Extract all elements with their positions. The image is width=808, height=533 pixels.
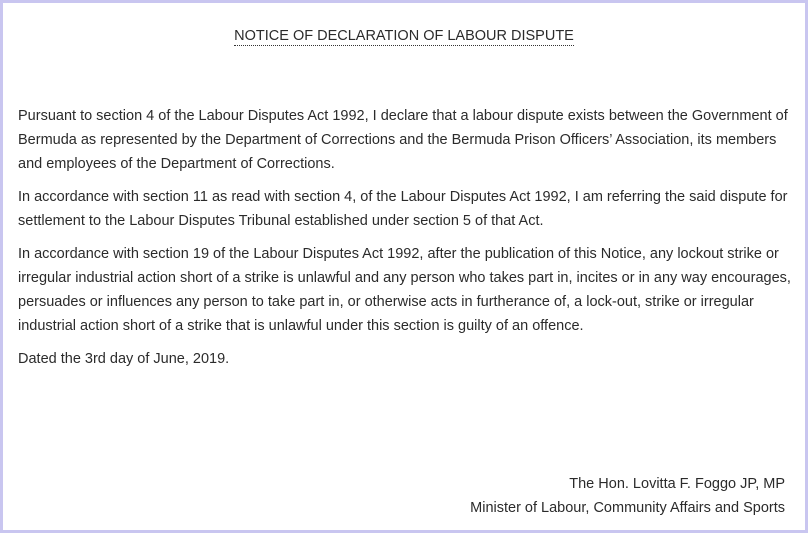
signature-block (470, 472, 785, 520)
paragraph-referral: In accordance with section 11 as read with section 4, of the Labour Disputes Act 1992, I am referring the said dispute for settlement to the Labour Disputes Tribunal established under section 5 of that Act. (18, 189, 788, 229)
signatory-name: The Hon. Lovitta F. Foggo JP, MP (569, 476, 785, 492)
paragraph-date: Dated the 3rd day of June, 2019. (18, 351, 230, 367)
notice-title-text: NOTICE OF DECLARATION OF LABOUR DISPUTE (234, 28, 574, 44)
notice-body (18, 104, 793, 380)
notice-title (3, 26, 805, 46)
paragraph-unlawful-action: In accordance with section 19 of the Labour Disputes Act 1992, after the publication of this Notice, any lockout strike or irregular industrial action short of a strike is unlawful and any person who takes part in, incites or in any way encourages, persuades or influences any person to take part in, or otherwise acts in furtherance of, a lock-out, strike or irregular industrial action short of a strike that is unlawful under this section is guilty of an offence. (18, 246, 791, 334)
paragraph-declaration: Pursuant to section 4 of the Labour Disputes Act 1992, I declare that a labour dispute exists between the Government of Bermuda as represented by the Department of Corrections and the Bermuda Prison Officers’ Association, its members and employees of the Department of Corrections. (18, 108, 788, 172)
signatory-position: Minister of Labour, Community Affairs and Sports (470, 500, 785, 516)
